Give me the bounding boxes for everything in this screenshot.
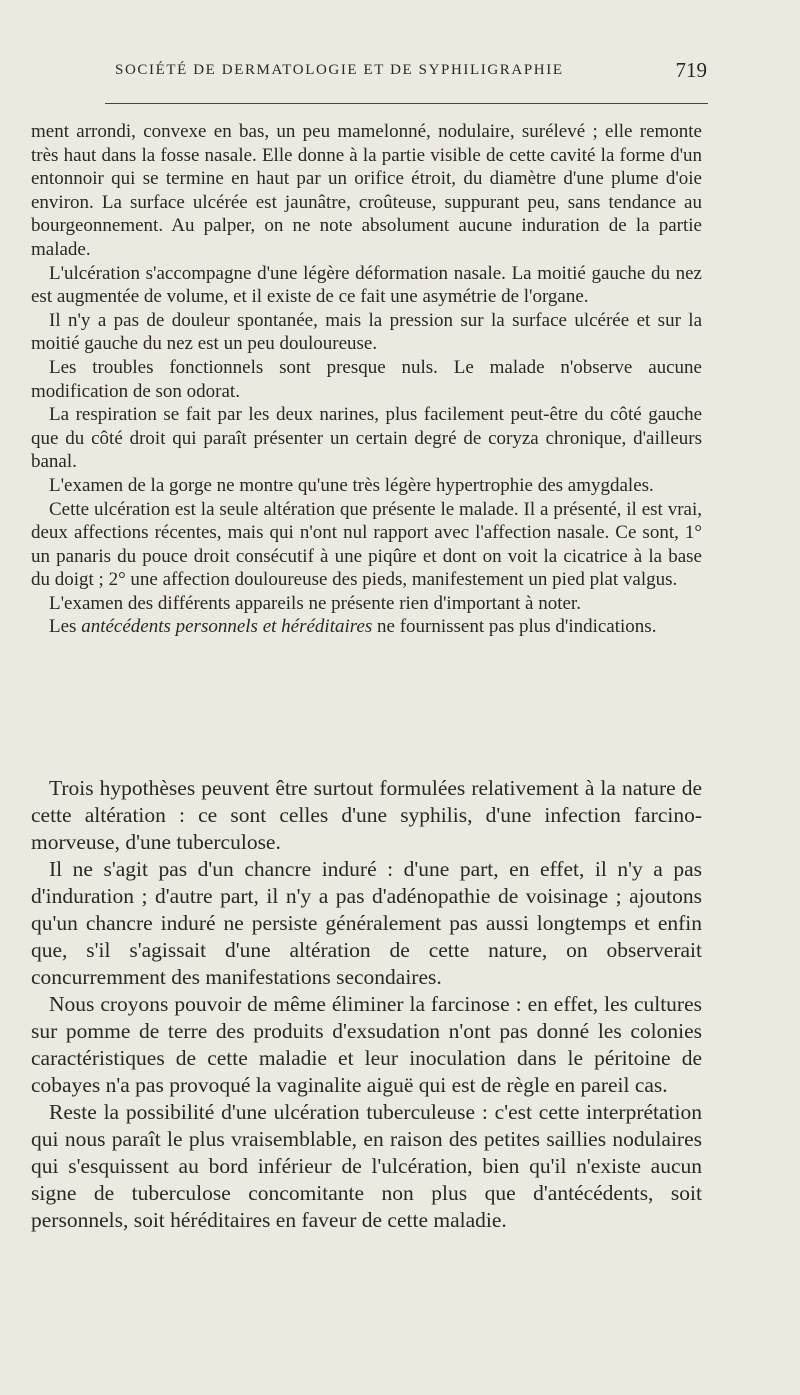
text-run: Les [49, 616, 82, 638]
page-header [115, 58, 707, 88]
paragraph [31, 615, 702, 639]
paragraph: L'ulcération s'accompagne d'une légère déformation nasale. La moitié gauche du nez est augmentée de volume, et il existe de ce fait une asymétrie de l'organe. [31, 262, 702, 308]
running-title: SOCIÉTÉ DE DERMATOLOGIE ET DE SYPHILIGRAPHIE [115, 62, 564, 78]
discussion [31, 775, 702, 1234]
paragraph: Trois hypothèses peuvent être surtout formulées relativement à la nature de cette altération : ce sont celles d'une syphilis, d'une infection farcino-morveuse, d'une tuberculose. [31, 776, 702, 854]
paragraph: Il ne s'agit pas d'un chancre induré : d'une part, en effet, il n'y a pas d'induration ; d'autre part, il n'y a pas d'adénopathie de voisinage ; ajoutons qu'un chancre induré ne persiste généralement pas aussi longtemps et enfin que, s'il s'agissait d'une altération de cette nature, on observerait concurremment des manifestations secondaires. [31, 857, 702, 989]
paragraph: ment arrondi, convexe en bas, un peu mamelonné, nodulaire, surélevé ; elle remonte très haut dans la fosse nasale. Elle donne à la partie visible de cette cavité la forme d'un entonnoir qui se termine en haut par un orifice étroit, du diamètre d'une plume d'oie environ. La surface ulcérée est jaunâtre, croûteuse, suppurant peu, sans tendance au bourgeonnement. Au palper, on ne note absolument aucune induration de la partie malade. [31, 121, 702, 260]
header-rule [105, 103, 708, 104]
paragraph: L'examen de la gorge ne montre qu'une très légère hypertrophie des amygdales. [49, 474, 654, 496]
paragraph: Les troubles fonctionnels sont presque nuls. Le malade n'observe aucune modification de son odorat. [31, 356, 702, 402]
paragraph: L'examen des différents appareils ne présente rien d'important à noter. [49, 592, 581, 614]
case-description [31, 120, 702, 639]
paragraph: La respiration se fait par les deux narines, plus facilement peut-être du côté gauche que du côté droit qui paraît présenter un certain degré de coryza chronique, d'ailleurs banal. [31, 404, 702, 473]
paragraph: Nous croyons pouvoir de même éliminer la farcinose : en effet, les cultures sur pomme de terre des produits d'exsudation n'ont pas donné les colonies caractéristiques de cette maladie et leur inoculation dans le péritoine de cobayes n'a pas provoqué la vaginalite aiguë qui est de règle en pareil cas. [31, 992, 702, 1097]
paragraph: Il n'y a pas de douleur spontanée, mais la pression sur la surface ulcérée et sur la moitié gauche du nez est un peu douloureuse. [31, 309, 702, 355]
text-run: ne fournissent pas plus d'indications. [372, 616, 657, 638]
paragraph: Reste la possibilité d'une ulcération tuberculeuse : c'est cette interprétation qui nous paraît le plus vraisemblable, en raison des petites saillies nodulaires qui s'esquissent au bord inférieur de l'ulcération, bien qu'il n'existe aucun signe de tuberculose concomitante non plus que d'antécédents, soit personnels, soit héréditaires en faveur de cette maladie. [31, 1100, 702, 1232]
page-number: 719 [675, 58, 707, 82]
paragraph: Cette ulcération est la seule altération que présente le malade. Il a présenté, il est vrai, deux affections récentes, mais qui n'ont nul rapport avec l'affection nasale. Ce sont, 1° un panaris du pouce droit consécutif à une piqûre et dont on voit la cicatrice à la base du doigt ; 2° une affection douloureuse des pieds, manifestement un pied plat valgus. [31, 498, 702, 591]
italic-text: antécédents personnels et héréditaires [81, 616, 373, 638]
